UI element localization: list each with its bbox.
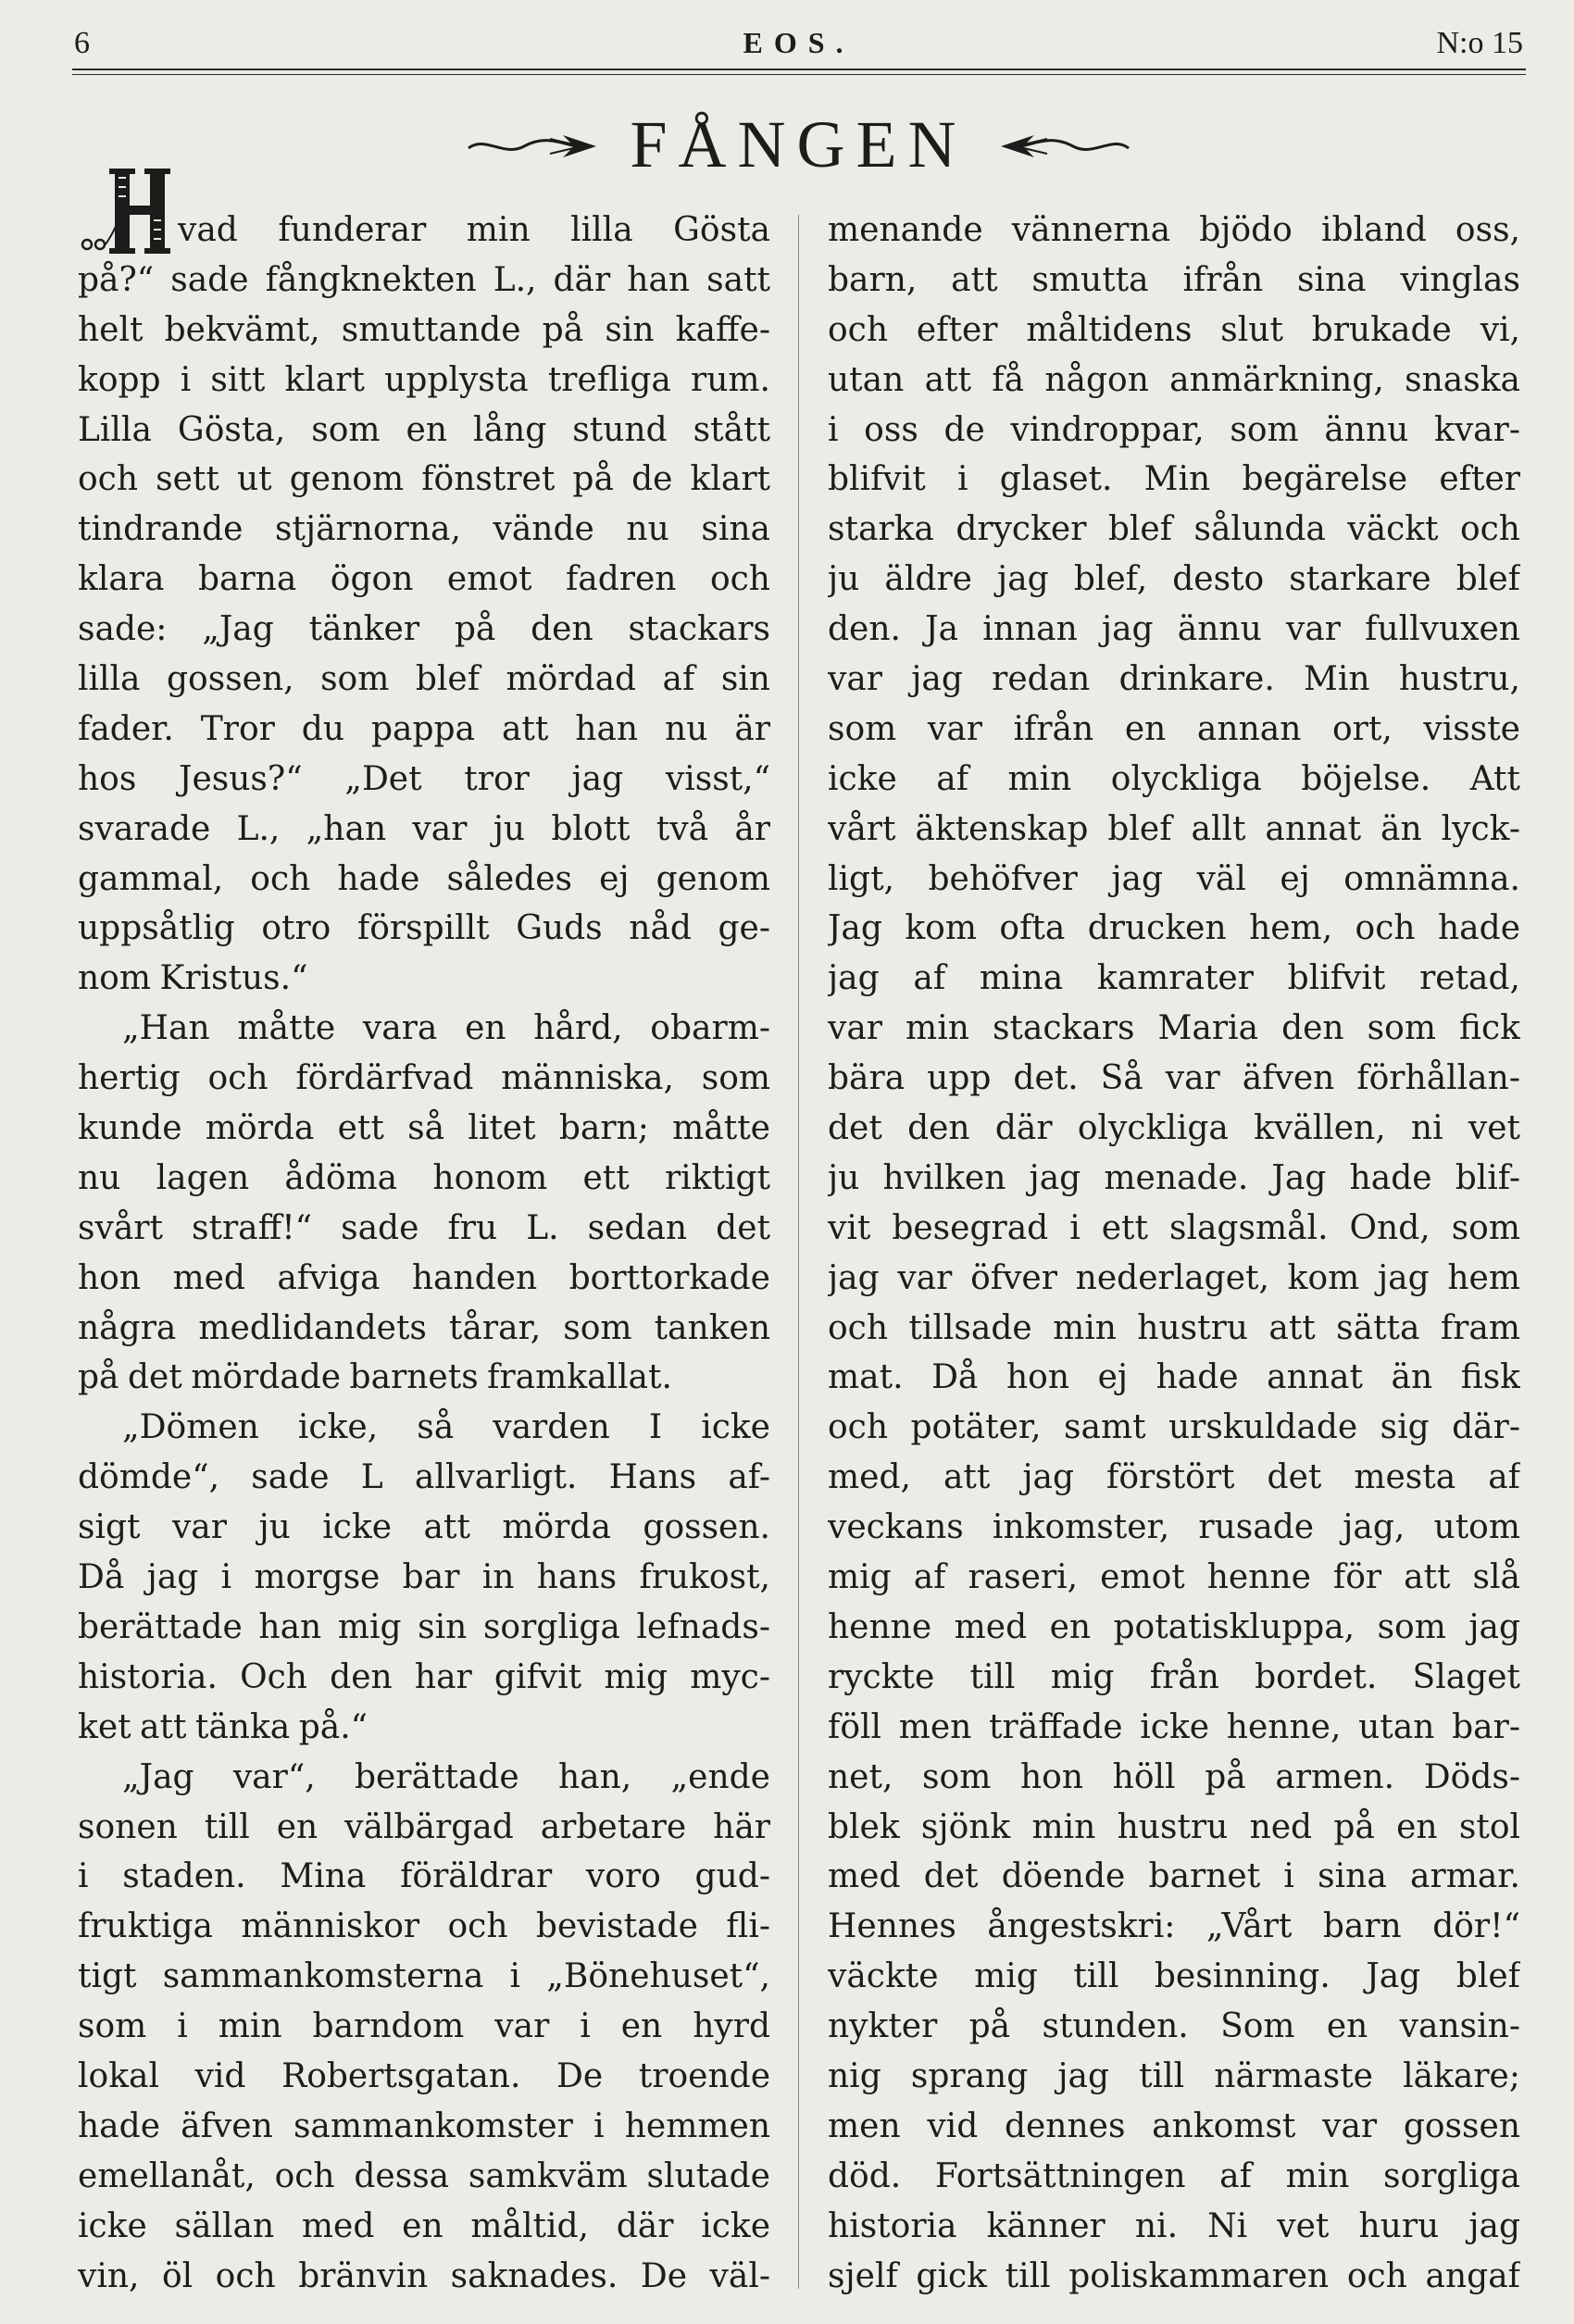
text-line: helt bekvämt, smuttande på sin kaffe- [78, 310, 770, 349]
text-line: hertig och fördärfvad människa, som [78, 1059, 770, 1098]
text-line: bära upp det. Så var äfven förhållan- [828, 1059, 1520, 1098]
text-line: den. Ja innan jag ännu var fullvuxen [828, 610, 1520, 649]
text-line: med, att jag förstört det mesta af [828, 1458, 1520, 1497]
issue-number: N:o 15 [1436, 26, 1523, 60]
text-line: svårt straff!“ sade fru L. sedan det [78, 1208, 770, 1247]
text-line: ligt, behöfver jag väl ej omnämna. [828, 859, 1520, 898]
running-head [74, 20, 1523, 67]
text-line: jag af mina kamrater blifvit retad, [828, 959, 1520, 998]
text-line: Hennes ångestskri: „Vårt barn dör!“ [828, 1907, 1520, 1946]
text-line: mat. Då hon ej hade annat än fisk [828, 1358, 1520, 1397]
text-line: hon med afviga handen borttorkade [78, 1258, 770, 1297]
right-column [828, 206, 1520, 2301]
text-line: hade äfven sammankomster i hemmen [78, 2106, 770, 2145]
text-line: historia känner ni. Ni vet huru jag [828, 2206, 1520, 2245]
article-title: FÅNGEN [630, 107, 968, 181]
text-line: nu lagen ådöma honom ett riktigt [78, 1158, 770, 1197]
text-line: några medlidandets tårar, som tanken [78, 1308, 770, 1347]
text-line: hos Jesus?“ „Det tror jag visst,“ [78, 759, 770, 798]
text-line: som var ifrån en annan ort, visste [828, 709, 1520, 748]
text-line: och efter måltidens slut brukade vi, [828, 310, 1520, 349]
text-line: historia. Och den har gifvit mig myc- [78, 1657, 770, 1696]
text-line: död. Fortsättningen af min sorgliga [828, 2156, 1520, 2195]
article-title-row [74, 107, 1523, 204]
text-line: ket att tänka på.“ [78, 1707, 369, 1746]
text-line: och potäter, samt urskuldade sig där- [828, 1408, 1520, 1447]
text-line: menande vännerna bjödo ibland oss, [828, 211, 1520, 249]
column-divider [798, 215, 799, 2289]
text-line: sigt var ju icke att mörda gossen. [78, 1508, 770, 1547]
text-line: veckans inkomster, rusade jag, utom [828, 1508, 1520, 1547]
text-line: „Han måtte vara en hård, obarm- [122, 1009, 770, 1048]
text-line: Då jag i morgse bar in hans frukost, [78, 1558, 770, 1597]
text-line: som i min barndom var i en hyrd [78, 2007, 770, 2046]
text-line: svarade L., „han var ju blott två år [78, 809, 770, 848]
text-line: fruktiga människor och bevistade fli- [78, 1907, 770, 1946]
text-line: nig sprang jag till närmaste läkare; [828, 2056, 1520, 2095]
left-flourish-icon [467, 126, 606, 163]
text-line: vad funderar min lilla Gösta [178, 211, 770, 249]
text-line: föll men träffade icke henne, utan bar- [828, 1707, 1520, 1746]
text-line: nykter på stunden. Som en vansin- [828, 2007, 1520, 2046]
text-line: på?“ sade fångknekten L., där han satt [78, 260, 770, 299]
text-line: starka drycker blef sålunda väckt och [828, 510, 1520, 549]
text-line: „Dömen icke, så varden I icke [122, 1408, 770, 1447]
text-line: med det döende barnet i sina armar. [828, 1857, 1520, 1896]
text-line: dömde“, sade L allvarligt. Hans af- [78, 1458, 770, 1497]
page-number: 6 [74, 26, 90, 60]
text-line: nom Kristus.“ [78, 959, 308, 998]
text-line: ju hvilken jag menade. Jag hade blif- [828, 1158, 1520, 1197]
text-line: icke sällan med en måltid, där icke [78, 2206, 770, 2245]
text-line: i staden. Mina föräldrar voro gud- [78, 1857, 770, 1896]
text-line: net, som hon höll på armen. Döds- [828, 1757, 1520, 1796]
text-line: men vid dennes ankomst var gossen [828, 2106, 1520, 2145]
text-line: Lilla Gösta, som en lång stund stått [78, 410, 770, 449]
text-line: mig af raseri, emot henne för att slå [828, 1558, 1520, 1597]
text-line: var min stackars Maria den som fick [828, 1009, 1520, 1048]
text-line: väckte mig till besinning. Jag blef [828, 1957, 1520, 1996]
text-line: fader. Tror du pappa att han nu är [78, 709, 770, 748]
text-line: sonen till en välbärgad arbetare här [78, 1807, 770, 1846]
text-line: på det mördade barnets framkallat. [78, 1358, 672, 1397]
text-line: kunde mörda ett så litet barn; måtte [78, 1109, 770, 1148]
text-line: tindrande stjärnorna, vände nu sina [78, 510, 770, 549]
text-line: barn, att smutta ifrån sina vinglas [828, 260, 1520, 299]
text-line: henne med en potatiskluppa, som jag [828, 1607, 1520, 1646]
text-line: lokal vid Robertsgatan. De troende [78, 2056, 770, 2095]
header-rule-top [72, 69, 1526, 70]
text-line: sjelf gick till poliskammaren och angaf [828, 2256, 1520, 2295]
text-line: blek sjönk min hustru ned på en stol [828, 1807, 1520, 1846]
text-line: tigt sammankomsterna i „Bönehuset“, [78, 1957, 770, 1996]
text-line: berättade han mig sin sorgliga lefnads- [78, 1607, 770, 1646]
right-flourish-icon [992, 126, 1131, 163]
text-line: ryckte till mig från bordet. Slaget [828, 1657, 1520, 1696]
text-line: jag var öfver nederlaget, kom jag hem [828, 1258, 1520, 1297]
header-rule-bottom [72, 74, 1526, 75]
text-line: sade: „Jag tänker på den stackars [78, 610, 770, 649]
text-line: icke af min olyckliga böjelse. Att [828, 759, 1520, 798]
text-line: kopp i sitt klart upplysta trefliga rum. [78, 360, 770, 399]
text-line: vårt äktenskap blef allt annat än lyck- [828, 809, 1520, 848]
text-line: ju äldre jag blef, desto starkare blef [828, 560, 1520, 599]
text-line: det den där olyckliga kvällen, ni vet [828, 1109, 1520, 1148]
text-line: emellanåt, och dessa samkväm slutade [78, 2156, 770, 2195]
text-line: i oss de vindroppar, som ännu kvar- [828, 410, 1520, 449]
text-line: klara barna ögon emot fadren och [78, 560, 770, 599]
text-line: vit besegrad i ett slagsmål. Ond, som [828, 1208, 1520, 1247]
text-line: utan att få någon anmärkning, snaska [828, 360, 1520, 399]
journal-name: EOS. [743, 26, 855, 59]
text-line: gammal, och hade således ej genom [78, 859, 770, 898]
text-line: och tillsade min hustru att sätta fram [828, 1308, 1520, 1347]
text-line: uppsåtlig otro förspillt Guds nåd ge- [78, 909, 770, 948]
text-line: var jag redan drinkare. Min hustru, [828, 660, 1520, 699]
text-line: Jag kom ofta drucken hem, och hade [828, 909, 1520, 948]
text-line: „Jag var“, berättade han, „ende [122, 1757, 770, 1796]
left-column [78, 206, 770, 2301]
text-line: vin, öl och bränvin saknades. De väl- [78, 2256, 770, 2295]
text-line: lilla gossen, som blef mördad af sin [78, 660, 770, 699]
text-line: blifvit i glaset. Min begärelse efter [828, 460, 1520, 499]
text-line: och sett ut genom fönstret på de klart [78, 460, 770, 499]
